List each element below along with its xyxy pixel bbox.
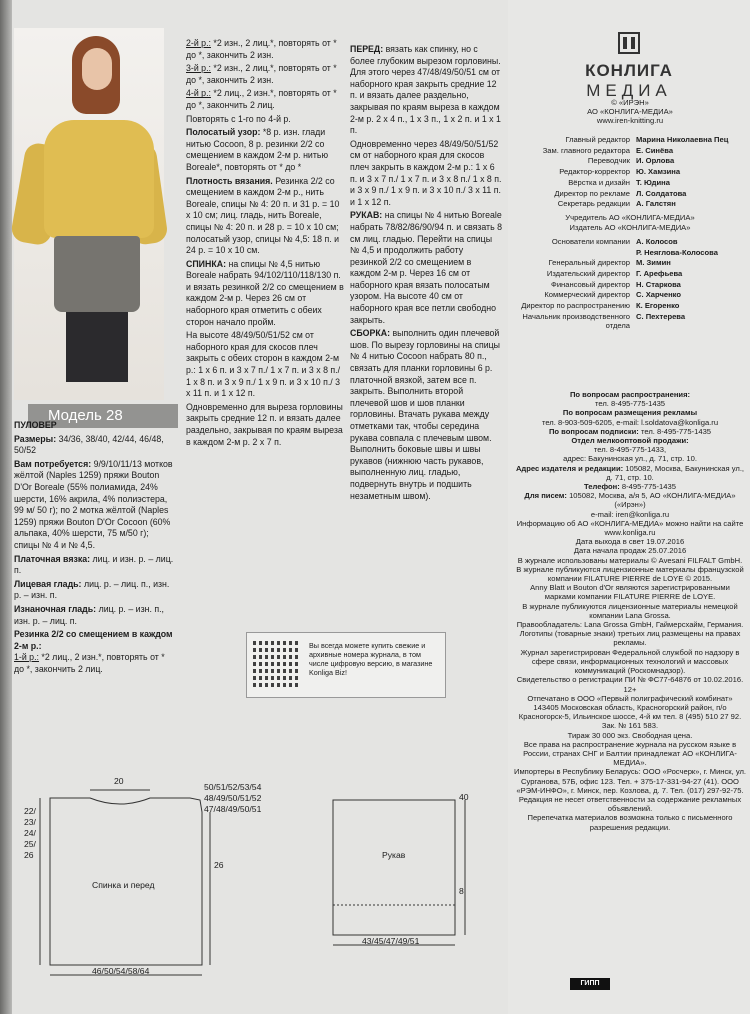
back-shoulders-text: На высоте 48/49/50/51/52 см от наборного края для скосов плеч закрыть с обеих сторон в каждом 2-м р.: 1 х 6 п. и 3 х 7 п./ 1 х 7 п. и 3 х 8 п./ 1 х 8 п. и 3 х 9 п./ 1 х 9 п. и 3 х 10 п./ 3 х 11 п. и 1 х 12 п. [186,330,341,399]
addr-text: 105082, Москва, Бакунинская ул., д. 71, стр. 10. [606,463,745,482]
exec-role: Коммерческий директор [544,290,630,300]
shoulder-height-label-3: 47/48/49/50/51 [204,804,262,814]
license-4: Правообладатель: Lana Grossa GmbH, Гаймерсхайм, Германия. [516,620,744,630]
founder-text: Учредитель АО «КОНЛИГА-МЕДИА» [565,213,695,223]
subs-tel: тел. 8-495-775-1435 [640,426,712,436]
staff-name: А. Галстян [636,199,676,209]
row4-text: *2 лиц., 2 изн.*, повторять от * до *, закончить 2 лиц. [186,88,337,110]
side-label-1: 22/ [24,806,36,816]
staff-row [514,135,746,144]
staff-row [514,167,746,176]
info-site-text: Информацию об АО «КОНЛИГА-МЕДИА» можно найти на сайте www.konliga.ru [516,518,744,538]
license-3: В журнале публикуются лицензионные материалы немецкой компании Lana Grossa. [522,601,738,620]
row4-label: 4-й р.: [186,88,211,99]
exec-row [514,269,746,278]
model-photo [14,28,164,424]
addr-label: Адрес издателя и редакции: [515,463,624,473]
side-label-3: 24/ [24,828,36,838]
staff-row [514,146,746,155]
certificate-text: Свидетельство о регистрации ПИ № ФС77-64876 от 10.02.2016. 12+ [516,675,744,694]
license-2: Anny Blatt и Bouton d'Or являются зарегистрированными марками компании FILATURE PIERRE de LOYE. [530,583,730,602]
staff-list [514,135,746,332]
exec-role: Генеральный директор [548,258,630,268]
sleeve-cuff-label: 8 [459,886,464,896]
row2-label: 2-й р.: [186,38,211,48]
stitch3-label: Изнаночная гладь: [14,603,97,614]
row1-text: *2 лиц., 2 изн.*, повторять от * до *, закончить 2 лиц. [14,652,165,674]
rights-text: Все права на распространение журнала на русском языке в России, странах СНГ и Балтии принадлежат АО «КОНЛИГА-МЕДИА». [523,739,737,768]
front-text: вязать как спинку, но с более глубоким вырезом горловины. Для этого через 47/48/49/50/51 см от наборного края закрыть средние 12 п. и вязать далее раздельно, закрывая по краям выреза в каждом 2-м р. 2 х 4 п., 1 х 3 п., 1 х 2 п. и 1 х 1 п. [350,44,501,136]
side-label-4: 25/ [24,839,36,849]
qr-promo-box[interactable] [246,632,446,698]
logo-text-1: КОНЛИГА [585,61,673,80]
publisher-url[interactable]: www.iren-knitting.ru [596,116,664,126]
sleeve-label: РУКАВ: [350,210,383,221]
printing-text: Отпечатано в ООО «Первый полиграфический комбинат» 143405 Московская область, Красногорский район, п/о Красногорск-5, Ильинское шоссе, 4-й км тел. 8 (495) 510 27 92. Зак. № 161 583. [518,693,742,731]
reprint-text: Перепечатка материалов возможна только с письменного разрешения редакции. [527,813,733,832]
tel-label: Телефон: [584,482,620,492]
qr-promo-text: Вы всегда можете купить свежие и архивные номера журнала, в том числе цифровую версию, в магазине Konliga Biz! [309,641,433,677]
qr-code-icon[interactable] [253,639,301,687]
exec-role: Основатели компании [551,236,630,246]
pattern-schematics [10,770,510,985]
retail-label: Отдел мелкооптовой продажи: [571,436,689,446]
registration-text: Журнал зарегистрирован Федеральной службой по надзору в сфере связи, информационных технологий и массовых коммуникаций (Роскомнадзор). [520,647,740,676]
exec-row [514,248,746,257]
materials-text: 9/9/10/11/13 мотков жёлтой (Naples 1259) пряжи Bouton D'Or Boreale (55% полиамида, 24% шерсти, 16% акрила, 4% полиэстера, 99 м/ 50 г); по 2 мотка жёлтой (Naples 1259) пряжи Bouton D'Or Cocoon (60% альпака, 40% шерсти, 75 м/50 г); спицы № 4 и № 4,5. [14,458,173,550]
gipp-badge [570,978,610,990]
neck-width-label: 20 [114,776,124,786]
responsibility-text: Редакция не несет ответственности за содержание рекламных объявлений. [518,794,742,814]
staff-role: Главный редактор [565,135,630,144]
instructions-column-1 [14,420,176,677]
exec-role: Начальник производственного отдела [522,311,630,330]
materials-label: Вам потребуется: [14,458,92,469]
staff-row [514,189,746,198]
contacts-block [514,390,746,832]
exec-row [514,290,746,299]
retail-addr: адрес: Бакунинская ул., д. 71, стр. 10. [563,454,697,464]
row3-label: 3-й р.: [186,63,211,74]
exec-name: М. Зимин [636,258,671,268]
gipp-badge-text: ГИПП [580,980,600,987]
exec-row [514,258,746,267]
subs-label: По вопросам подписки: [548,426,639,436]
row3-text: *2 изн., 2 лиц.*, повторять от * до *, закончить 2 изн. [186,63,337,85]
copyright-block [514,98,746,126]
exec-name: Н. Старкова [636,279,681,289]
sleeve-width-label: 43/45/47/49/51 [362,936,420,946]
exec-name: Г. Арефьева [636,268,683,278]
stitch3-text: лиц. р. – изн. п., изн. р. – лиц. п. [14,603,164,626]
model-label-text: Модель 28 [48,407,123,424]
staff-role: Переводчик [587,156,630,166]
exec-name: С. Харченко [636,290,681,300]
sizes-text: 34/36, 38/40, 42/44, 46/48, 50/52 [14,433,164,456]
copyright-1: © «ИРЭН» [611,98,649,107]
copyright-2: АО «КОНЛИГА-МЕДИА» [587,107,673,117]
stitch1-text: лиц. и изн. р. – лиц. п. [14,553,174,576]
exec-role: Финансовый директор [551,279,630,289]
exec-name: Р. Неяглова-Колосова [636,247,718,257]
publisher-text: Издатель АО «КОНЛИГА-МЕДИА» [569,222,691,232]
sleeve-text: на спицы № 4 нитью Boreale набрать 78/82/86/90/94 п. и связать 8 см лиц. гладью. Перейти на спицы № 4,5 и продолжить работу резинкой 2/2 со смещением в каждом 2-м р. Через 16 см от наборного края вязать полосатым узором. На высоте 40 см от наборного края все петли свободно закрыть. [350,210,503,325]
instructions-column-2 [186,38,344,450]
mail-label: Для писем: [524,491,567,501]
staff-name: И. Орлова [636,156,675,166]
license-1: В журнале публикуются лицензионные материалы французской компании FILATURE PIERRE de LOYE © 2015. [516,564,744,584]
staff-role: Директор по рекламе [554,188,630,198]
exec-row [514,301,746,310]
sale-date: Дата начала продаж 25.07.2016 [573,546,687,556]
sleeve-height-label: 40 [459,792,469,802]
model-face [82,48,112,90]
logos-note: Логотипы (товарные знаки) третьих лиц размещены на правах рекламы. [519,629,741,648]
konliga-logo-icon [618,32,640,54]
staff-row [514,199,746,208]
front-shoulders-text: Одновременно через 48/49/50/51/52 см от наборного края для скосов плеч закрыть в каждом 2-м р.: 1 х 6 п. и 3 х 7 п./ 1 х 7 п. и 3 х 8 п./ 1 х 8 п. и 3 х 9 п./ 1 х 9 п. и 3 х 10 п./ 3 х 11 п. и 1 х 12 п. [350,138,502,207]
release-date: Дата выхода в свет 19.07.2016 [575,537,685,547]
bottom-width-label: 46/50/54/58/64 [92,966,150,976]
exec-row [514,280,746,289]
yellow-sweater [44,120,154,238]
imprint-panel [508,0,750,1014]
staff-name: Марина Николаевна Пец [636,135,729,144]
stitch1-label: Платочная вязка: [14,553,91,564]
publisher-logo [508,32,750,101]
exec-role [514,248,636,257]
assembly-label: СБОРКА: [350,328,391,339]
staff-name: Т. Юдина [636,177,670,187]
row1-label: 1-й р.: [14,652,39,663]
exec-name: С. Пехтерева [636,311,686,321]
shoulder-height-label-2: 48/49/50/51/52 [204,793,262,803]
pattern-title: ПУЛОВЕР [14,420,57,430]
front-label: ПЕРЕД: [350,44,384,54]
ads-label: По вопросам размещения рекламы [562,408,698,418]
exec-row [514,312,746,330]
tel-text: 8-495-775-1435 [621,482,676,492]
logo-text-2: МЕДИА [586,81,672,100]
back-neck-text: Одновременно для выреза горловины закрыть средние 12 п. и вязать далее раздельно, закрывая по краям выреза в каждом 2-м р. 2 х 7 п. [186,401,343,447]
model-legs [66,312,128,382]
staff-name: Ю. Хамзина [636,167,681,177]
gray-skirt [54,236,140,312]
ads-tel: тел. 8-903-509-6205, e-mail: l.soldatova@konliga.ru [541,417,719,427]
stitch2-text: лиц. р. – лиц. п., изн. р. – изн. п. [14,578,170,601]
email-text[interactable]: e-mail: iren@konliga.ru [590,509,670,519]
retail-tel: тел. 8-495-775-1433, [593,445,667,455]
staff-row [514,156,746,165]
back-text: на спицы № 4,5 нитью Boreale набрать 94/102/110/118/130 п. и вязать резинкой 2/2 со смещением в каждом 2-м р. Через 26 см от наборного края отметить с обеих сторон начало пройм. [186,258,344,327]
stitch4-label: Резинка 2/2 со смещением в каждом 2-м р.: [14,629,173,651]
staff-name: Л. Солдатова [636,188,687,198]
density-text: Резинка 2/2 со смещением в каждом 2-м р., нить Boreale, спицы № 4: 20 п. и 31 р. = 10 х 10 см; лиц. гладь, нить Boreale, спицы № 4: 20 п. и 28 р. = 10 х 10 см; полосатый узор, спицы № 4,5: 18 п. и 24 р. = 10 х 10 см. [186,175,340,256]
back-label: СПИНКА: [186,258,227,269]
armhole-label: 26 [214,860,224,870]
stripe-text: *8 р. изн. глади нитью Cocoon, 8 р. резинки 2/2 со смещением в каждом 2-м р. нитью Boreale*, повторять от * до * [186,127,329,172]
repeat-text: Повторять с 1-го по 4-й р. [186,113,291,124]
stripe-label: Полосатый узор: [186,127,261,138]
dist-label: По вопросам распространения: [569,390,691,399]
shoulder-height-label-1: 50/51/52/53/54 [204,782,262,792]
exec-name: К. Егоренко [636,301,680,311]
materials-credit: В журнале использованы материалы © Avesani FILFALT GmbH. [517,555,743,565]
side-label-5: 26 [24,850,34,860]
staff-role: Редактор-корректор [559,167,630,177]
mail-text: 105082, Москва, а/я 5, АО «КОНЛИГА-МЕДИА» («Ирэн») [569,491,736,510]
stitch2-label: Лицевая гладь: [14,578,82,589]
exec-name: А. Колосов [636,236,678,246]
print-run-text: Тираж 30 000 экз. Свободная цена. [567,730,693,740]
staff-role: Секретарь редакции [557,199,630,209]
sleeve-piece-label: Рукав [382,850,406,860]
dist-tel: тел. 8-495-775-1435 [594,399,666,409]
instructions-column-3 [350,44,502,504]
staff-row [514,178,746,187]
exec-role: Директор по распространению [521,301,630,311]
row2-text: *2 изн., 2 лиц.*, повторять от * до *, закончить 2 изн. [186,38,337,60]
body-piece-label: Спинка и перед [92,880,155,890]
exec-row [514,237,746,246]
exec-role: Издательский директор [546,268,630,278]
sizes-label: Размеры: [14,433,57,444]
density-label: Плотность вязания. [186,175,273,186]
staff-role: Вёрстка и дизайн [568,177,630,187]
importers-text: Импортеры в Республику Беларусь: ООО «Росчерк», г. Минск, ул. Сурганова, 57Б, офис 123. Тел. + 375-17-331-94-27 (41). ООО «РЭМ-ИНФО», г. Минск, пер. Козлова, д. 7. Тел. (017) 297-92-75. [514,767,747,795]
sleeve-outline [333,800,455,935]
side-label-2: 23/ [24,817,36,827]
staff-role: Зам. главного редактора [542,145,630,155]
assembly-text: выполнить один плечевой шов. По вырезу горловины на спицы № 4 нитью Cocoon набрать 80 п., связать для планки горловины 6 р. платочной вязкой, затем все п. закрыть. Выполнить второй плечевой шов и шов планки горловины. Втачать рукава между отметками так, чтобы середина рукава совпала с плечевым швом. Выполнить боковые швы и швы рукавов (нижнюю часть рукавов, выполненную лиц. гладью, подвернуть внутрь и подшить незаметным швом). [350,328,501,501]
staff-name: Е. Синёва [636,145,674,155]
